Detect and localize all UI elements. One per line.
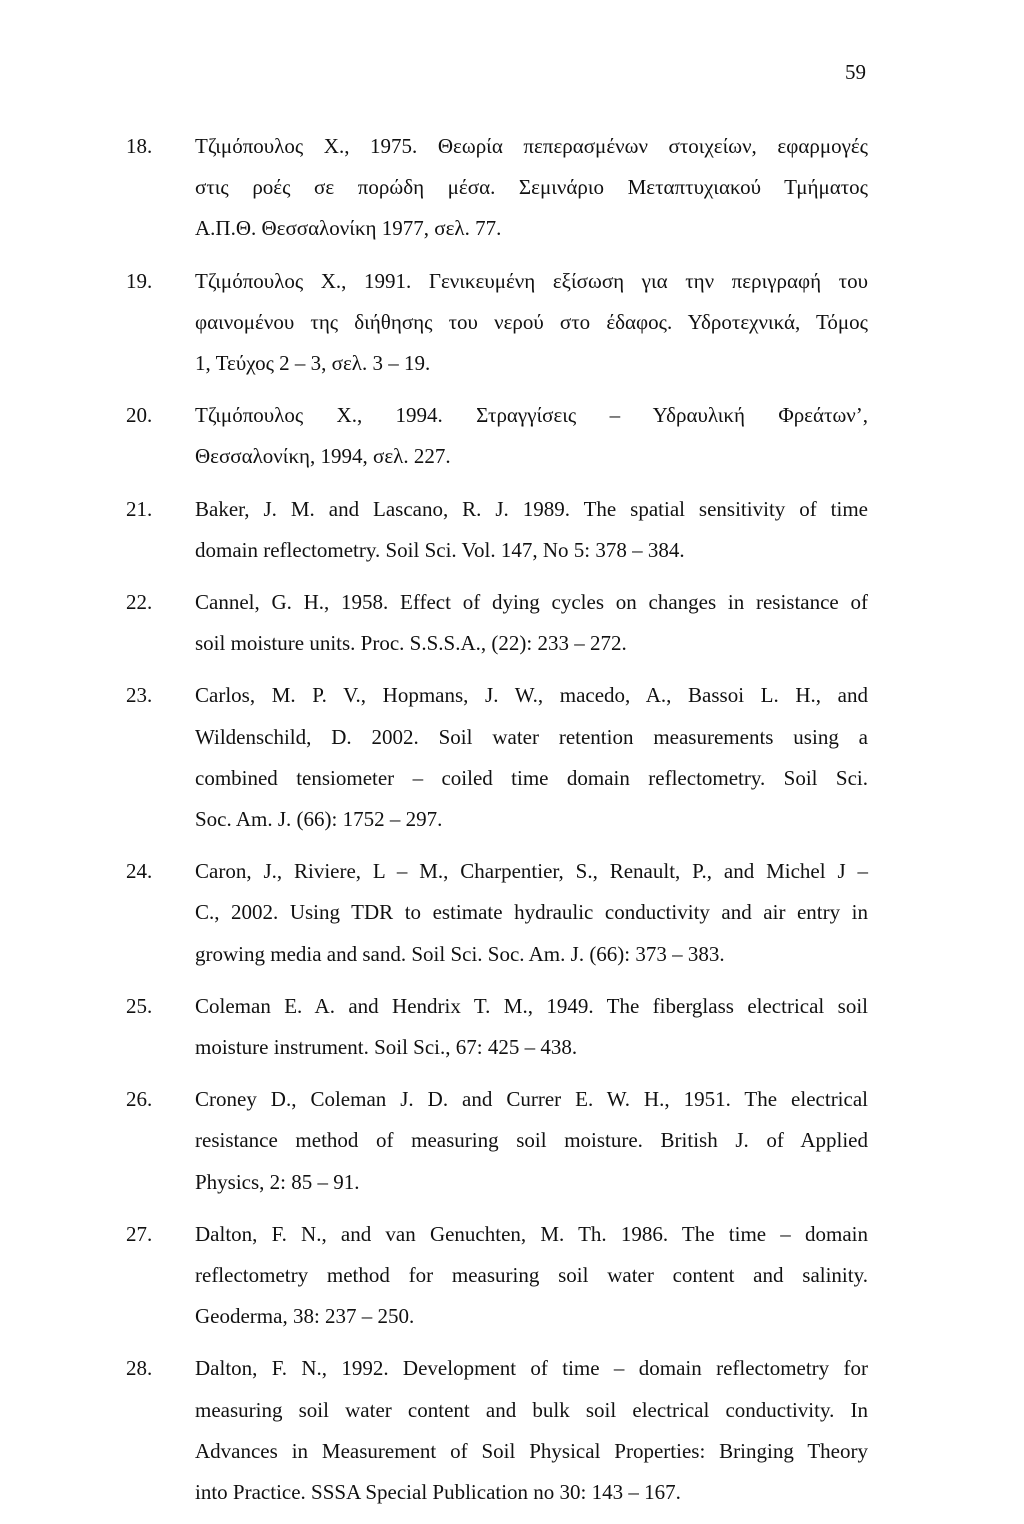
reference-line: C., 2002. Using TDR to estimate hydraulic conductivity and air entry in: [195, 900, 868, 925]
reference-line: Τζιμόπουλος Χ., 1975. Θεωρία πεπερασμένων στοιχείων, εφαρμογές: [195, 134, 868, 158]
reference-line: Soc. Am. J. (66): 1752 – 297.: [195, 807, 443, 832]
reference-line: Τζιμόπουλος Χ., 1991. Γενικευμένη εξίσωση για την περιγραφή του: [195, 268, 868, 293]
reference-number: 26.: [126, 1087, 153, 1112]
reference-line: Carlos, M. P. V., Hopmans, J. W., macedo, A., Bassoi L. H., and: [195, 683, 868, 708]
reference-text: [195, 986, 868, 1068]
reference-number: 21.: [126, 496, 153, 521]
reference-item: [0, 1214, 1024, 1338]
reference-line: Wildenschild, D. 2002. Soil water retention measurements using a: [195, 724, 868, 749]
reference-item: [0, 126, 1024, 250]
reference-item: [0, 1079, 1024, 1203]
reference-line: Τζιμόπουλος Χ., 1994. Στραγγίσεις – Υδραυλική Φρεάτων’,: [195, 403, 868, 428]
reference-line: Θεσσαλονίκη, 1994, σελ. 227.: [195, 444, 451, 469]
reference-text: [195, 1214, 868, 1338]
reference-text: [195, 395, 868, 477]
reference-line: soil moisture units. Proc. S.S.S.A., (22): 233 – 272.: [195, 631, 627, 656]
reference-number: 19.: [126, 268, 153, 293]
reference-text: [195, 489, 868, 571]
reference-line: Cannel, G. H., 1958. Effect of dying cycles on changes in resistance of: [195, 590, 868, 615]
reference-item: [0, 675, 1024, 840]
reference-line: Caron, J., Riviere, L – M., Charpentier, S., Renault, P., and Michel J –: [195, 859, 868, 884]
page-number: 59: [845, 60, 866, 84]
reference-line: Croney D., Coleman J. D. and Currer E. W. H., 1951. The electrical: [195, 1087, 868, 1112]
reference-line: 1, Τεύχος 2 – 3, σελ. 3 – 19.: [195, 351, 431, 376]
reference-text: [195, 1348, 868, 1513]
reference-line: resistance method of measuring soil moisture. British J. of Applied: [195, 1128, 868, 1153]
reference-line: moisture instrument. Soil Sci., 67: 425 – 438.: [195, 1035, 578, 1060]
reference-line: Dalton, F. N., 1992. Development of time – domain reflectometry for: [195, 1356, 868, 1381]
reference-item: [0, 1348, 1024, 1513]
reference-item: [0, 851, 1024, 975]
reference-item: [0, 582, 1024, 664]
reference-line: into Practice. SSSA Special Publication no 30: 143 – 167.: [195, 1480, 681, 1505]
reference-item: [0, 395, 1024, 477]
reference-text: [195, 851, 868, 975]
reference-item: [0, 261, 1024, 385]
reference-line: Geoderma, 38: 237 – 250.: [195, 1304, 415, 1329]
reference-line: Advances in Measurement of Soil Physical Properties: Bringing Theory: [195, 1438, 868, 1463]
reference-line: Dalton, F. N., and van Genuchten, M. Th. 1986. The time – domain: [195, 1221, 868, 1246]
reference-text: [195, 126, 868, 250]
reference-text: [195, 582, 868, 664]
reference-line: Coleman E. A. and Hendrix T. M., 1949. The fiberglass electrical soil: [195, 993, 868, 1018]
reference-list: [0, 126, 1024, 1524]
reference-number: 23.: [126, 683, 153, 708]
reference-item: [0, 489, 1024, 571]
reference-text: [195, 261, 868, 385]
reference-line: growing media and sand. Soil Sci. Soc. Am. J. (66): 373 – 383.: [195, 941, 725, 966]
reference-line: measuring soil water content and bulk soil electrical conductivity. In: [195, 1397, 868, 1422]
reference-text: [195, 1079, 868, 1203]
reference-number: 22.: [126, 590, 153, 615]
reference-number: 24.: [126, 859, 153, 884]
reference-number: 20.: [126, 403, 153, 428]
reference-line: combined tensiometer – coiled time domain reflectometry. Soil Sci.: [195, 765, 868, 790]
reference-item: [0, 986, 1024, 1068]
reference-number: 27.: [126, 1221, 153, 1246]
reference-line: Α.Π.Θ. Θεσσαλονίκη 1977, σελ. 77.: [195, 216, 502, 241]
reference-line: reflectometry method for measuring soil water content and salinity.: [195, 1263, 868, 1288]
reference-line: Baker, J. M. and Lascano, R. J. 1989. The spatial sensitivity of time: [195, 496, 868, 521]
reference-number: 28.: [126, 1356, 153, 1381]
reference-line: στις ροές σε πορώδη μέσα. Σεμινάριο Μεταπτυχιακού Τμήματος: [195, 175, 868, 200]
reference-text: [195, 675, 868, 840]
reference-line: domain reflectometry. Soil Sci. Vol. 147, No 5: 378 – 384.: [195, 537, 685, 562]
reference-line: φαινομένου της διήθησης του νερού στο έδαφος. Υδροτεχνικά, Τόμος: [195, 309, 868, 334]
reference-line: Physics, 2: 85 – 91.: [195, 1169, 360, 1194]
reference-number: 25.: [126, 993, 153, 1018]
reference-number: 18.: [126, 134, 153, 158]
